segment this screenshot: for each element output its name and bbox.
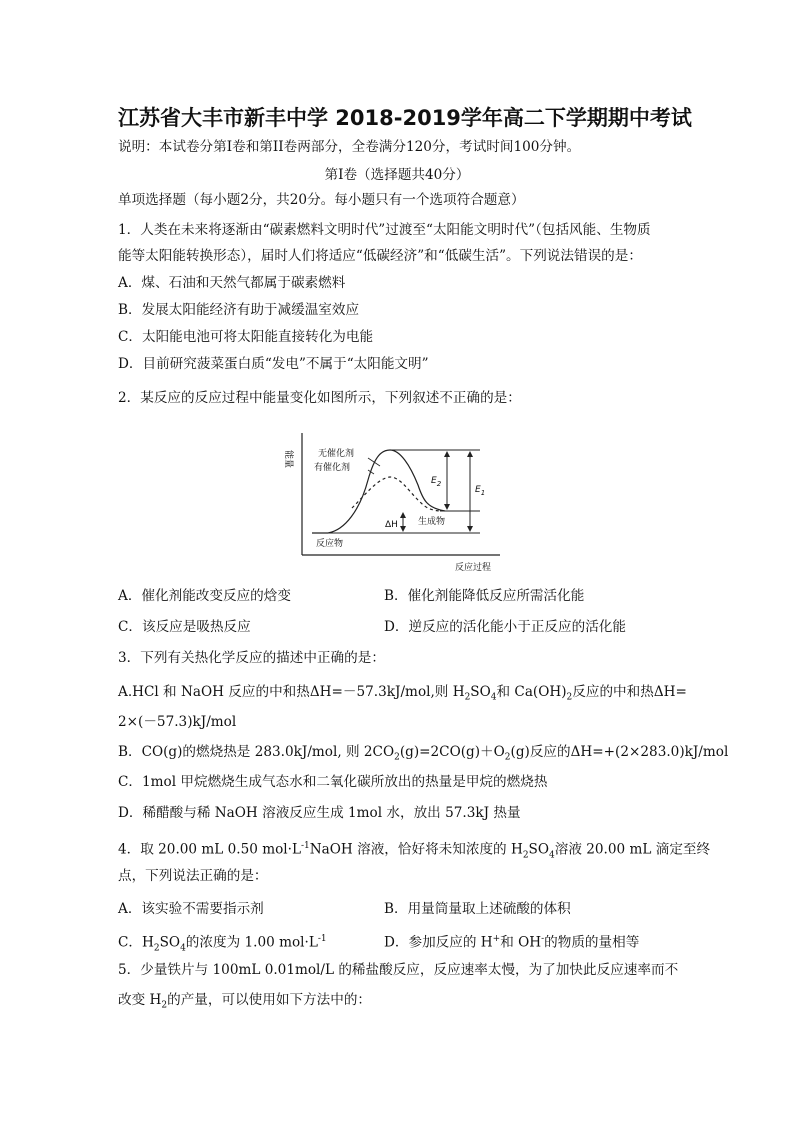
page-title: 江苏省大丰市新丰中学 2018-2019学年高二下学期期中考试 <box>118 106 692 130</box>
q2-stem: 2．某反应的反应过程中能量变化如图所示，下列叙述不正确的是： <box>118 390 521 406</box>
q1-option-c: C．太阳能电池可将太阳能直接转化为电能 <box>118 329 374 345</box>
q5-stem-line1: 5．少量铁片与 100mL 0.01mol/L 的稀盐酸反应，反应速率太慢，为了加快此反应速率而不 <box>118 962 679 978</box>
section-title: 第I卷（选择题共40分） <box>324 167 470 183</box>
delta-h-label: ΔH <box>385 520 398 530</box>
q4-option-b: B．用量筒量取上述硫酸的体积 <box>384 901 571 917</box>
q4-option-d: D．参加反应的 H+和 OH-的物质的量相等 <box>384 934 640 951</box>
q3-stem: 3．下列有关热化学反应的描述中正确的是： <box>118 650 385 666</box>
catalyzed-curve <box>352 477 440 511</box>
q4-option-c: C．$H_2SO_4$的浓度为 1.00 $mol\cdot L^{-1}$ <box>118 934 327 954</box>
reactant-label: 反应物 <box>316 539 344 549</box>
q3-option-a-line2: 2×(－57.3)kJ/mol <box>118 714 237 730</box>
q1-option-d: D．目前研究菠菜蛋白质“发电”不属于“太阳能文明” <box>118 356 429 372</box>
dh-arrowhead-down <box>400 526 406 532</box>
x-axis-label: 反应过程 <box>455 563 492 573</box>
q3-option-d: D．稀醋酸与稀 NaOH 溶液反应生成 1mol 水，放出 57.3kJ 热量 <box>118 805 521 821</box>
q2-option-a: A．催化剂能改变反应的焓变 <box>118 588 291 604</box>
q4-stem-line2: 点，下列说法正确的是： <box>118 868 268 884</box>
q1-stem-line2: 能等太阳能转换形态），届时人们将适应“低碳经济”和“低碳生活”。下列说法错误的是： <box>118 248 642 264</box>
exam-instructions: 说明：本试卷分第I卷和第II卷两部分，全卷满分120分，考试时间100分钟。 <box>118 139 581 155</box>
q1-stem-line1: 1．人类在未来将逐渐由“碳素燃料文明时代”过渡至“太阳能文明时代”（包括风能、生物质 <box>118 222 651 238</box>
y-axis-label: 能量 <box>283 450 293 469</box>
q3-option-b: B．CO(g)的燃烧热是 283.0kJ/mol, 则 $2CO_2(g)=2CO(g)+O_2(g)$反应的ΔH=+(2×283.0)kJ/mol <box>118 744 729 763</box>
e1-label: $E_1$ <box>475 485 486 497</box>
q4-stem-line1: 4．取 20.00 mL 0.50 $mol\cdot L^{-1}NaOH$ 溶液，恰好将未知浓度的 $H_2SO_4$溶液 20.00 mL 滴定至终 <box>118 841 711 861</box>
q2-option-b: B．催化剂能降低反应所需活化能 <box>384 588 585 604</box>
with-catalyst-label: 有催化剂 <box>314 463 351 473</box>
q5-stem-line2: 改变 $H_2$的产量，可以使用如下方法中的： <box>118 992 372 1011</box>
q3-option-c: C．1mol 甲烷燃烧生成气态水和二氧化碳所放出的热量是甲烷的燃烧热 <box>118 774 548 790</box>
e1-arrowhead-up <box>467 451 473 457</box>
q2-option-d: D．逆反应的活化能小于正反应的活化能 <box>384 619 626 635</box>
q4-option-a: A．该实验不需要指示剂 <box>118 901 264 917</box>
q3-option-a-line1: A.HCl 和 NaOH 反应的中和热ΔH=－57.3kJ/mol,则 $H_2SO_4$和 $Ca(OH)_2$反应的中和热ΔH= <box>118 684 687 703</box>
e1-arrowhead-down <box>467 526 473 532</box>
single-choice-header: 单项选择题（每小题2分，共20分。每小题只有一个选项符合题意） <box>118 192 525 208</box>
e2-arrowhead-down <box>444 504 450 510</box>
q1-option-a: A．煤、石油和天然气都属于碳素燃料 <box>118 275 346 291</box>
label-pointer-1 <box>368 458 380 466</box>
e2-label: $E_2$ <box>431 476 442 488</box>
q2-option-c: C．该反应是吸热反应 <box>118 619 251 635</box>
product-label: 生成物 <box>418 517 446 527</box>
q1-option-b: B．发展太阳能经济有助于减缓温室效应 <box>118 302 360 318</box>
no-catalyst-label: 无催化剂 <box>318 449 355 459</box>
dh-arrowhead-up <box>400 512 406 518</box>
e2-arrowhead-up <box>444 451 450 457</box>
energy-diagram <box>283 430 510 575</box>
